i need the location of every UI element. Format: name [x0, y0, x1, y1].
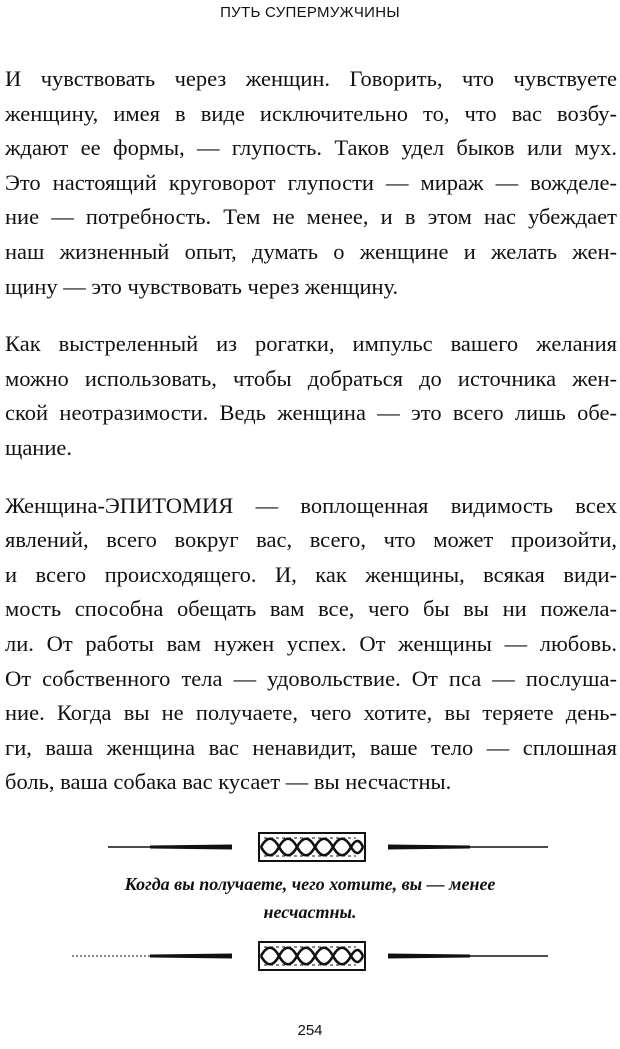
ornament-rule-left	[108, 845, 232, 850]
text-line: боль, ваша собака вас кусает — вы несчастны.	[5, 769, 452, 795]
ornament-divider-top	[0, 826, 620, 866]
text-line: явлений, всего вокруг вас, всего, что может произойти,	[5, 527, 617, 553]
text-line: ской неотразимости. Ведь женщина — это всего лишь обе-	[5, 400, 617, 426]
pull-quote	[0, 870, 620, 926]
paragraph-3	[5, 489, 617, 800]
text-line: щание.	[5, 434, 73, 460]
text-line: щину — это чувствовать через женщину.	[5, 273, 399, 299]
paragraph-2	[5, 327, 617, 465]
text-line: Женщина-ЭПИТОМИЯ — воплощенная видимость всех	[5, 492, 617, 518]
text-line: ли. От работы вам нужен успех. От женщины — любовь.	[5, 630, 617, 656]
text-line: мость способна обещать вам все, чего бы вы ни пожела-	[5, 596, 617, 622]
text-line: Это настоящий круговорот глупости — мираж — вожделе-	[5, 169, 617, 195]
quote-line: несчастны.	[263, 902, 357, 922]
celtic-knot-icon	[259, 942, 365, 970]
text-line: ние. Когда вы не получаете, чего хотите, вы теряете день-	[5, 700, 617, 726]
celtic-knot-icon	[259, 833, 365, 861]
running-header: ПУТЬ СУПЕРМУЖЧИНЫ	[220, 4, 400, 21]
ornament-divider-bottom	[0, 935, 620, 975]
paragraph-1	[5, 62, 617, 304]
body-text	[5, 62, 617, 800]
text-line: Как выстреленный из рогатки, импульс вашего желания	[5, 331, 617, 357]
ornament-rule-right	[388, 954, 548, 959]
text-line: женщину, имея в виде исключительно то, что вас возбу-	[5, 100, 617, 126]
text-line: ждают ее формы, — глупость. Таков удел быков или мух.	[5, 135, 617, 161]
text-line: ги, ваша женщина вас ненавидит, ваше тело — сплошная	[5, 734, 617, 760]
text-line: наш жизненный опыт, думать о женщине и желать жен-	[5, 238, 617, 264]
ornament-rule-right	[388, 845, 548, 850]
text-line: и всего происходящего. И, как женщины, всякая види-	[5, 561, 617, 587]
page-number: 254	[297, 1022, 323, 1039]
text-line: И чувствовать через женщин. Говорить, что чувствуете	[5, 66, 617, 91]
text-line: ние — потребность. Тем не менее, и в этом нас убеждает	[5, 204, 617, 230]
ornament-rule-left	[72, 954, 232, 959]
text-line: можно использовать, чтобы добраться до источника жен-	[5, 365, 617, 391]
quote-line: Когда вы получаете, чего хотите, вы — менее	[124, 874, 496, 894]
text-line: От собственного тела — удовольствие. От пса — послуша-	[5, 665, 617, 691]
